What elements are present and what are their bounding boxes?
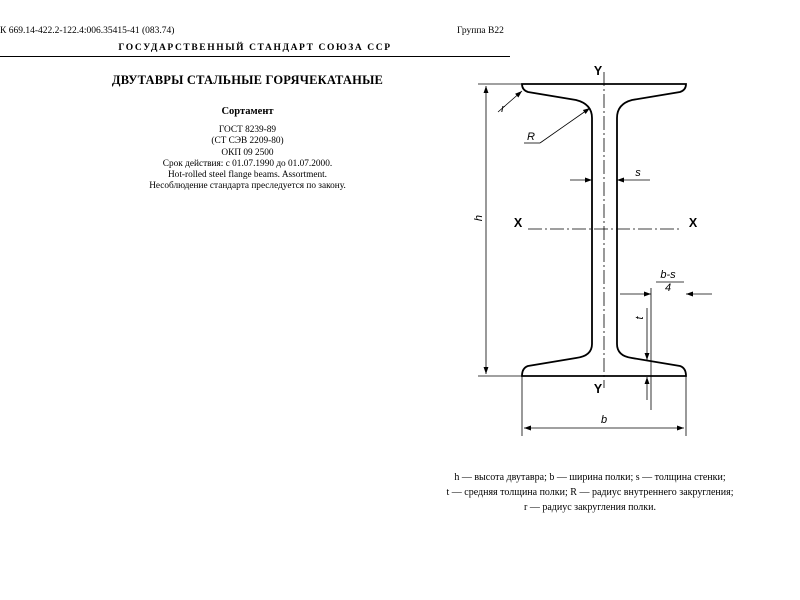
dim-label-bs-numerator: b-s [660, 269, 676, 281]
document-subtitle: Сортамент [221, 106, 274, 117]
legend-line: h — высота двутавра; b — ширина полки; s — толщина стенки; [454, 472, 726, 483]
dim-label-t: t [634, 316, 646, 320]
legend-line: r — радиус закругления полки. [523, 502, 656, 513]
dim-label-b: b [600, 414, 608, 426]
english-title: Hot-rolled steel flange beams. Assortment. [167, 170, 328, 181]
standard-type-heading: ГОСУДАРСТВЕННЫЙ СТАНДАРТ СОЮЗА ССР [118, 43, 392, 53]
axis-label-y-top: Y [593, 64, 603, 78]
dim-label-s: s [635, 167, 641, 179]
axis-label-x-right: X [688, 216, 698, 230]
dim-label-bs-denominator: 4 [664, 282, 672, 294]
document-title: ДВУТАВРЫ СТАЛЬНЫЕ ГОРЯЧЕКАТАНЫЕ [111, 73, 384, 87]
drawing-legend [390, 470, 790, 515]
udk-code: К 669.14-422.2-122.4:006.35415-41 (083.74) [0, 26, 175, 36]
gost-number: ГОСТ 8239-89 [218, 125, 277, 135]
axis-label-x-left: X [513, 216, 523, 230]
st-sev-number: (СТ СЭВ 2209-80) [211, 136, 284, 147]
dim-label-h: h [473, 214, 485, 222]
okp-code: ОКП 09 2500 [221, 147, 274, 158]
dim-label-r: r [501, 103, 505, 115]
R-leader [540, 108, 590, 143]
dim-label-R: R [527, 131, 535, 143]
axis-label-y-bottom: Y [593, 382, 603, 396]
legal-notice: Несоблюдение стандарта преследуется по закону. [149, 181, 346, 192]
legend-line: t — средняя толщина полки; R — радиус внутреннего закругления; [446, 487, 734, 498]
group-code: Группа В22 [457, 26, 504, 36]
validity-period: Срок действия: с 01.07.1990 до 01.07.2000. [162, 158, 333, 169]
